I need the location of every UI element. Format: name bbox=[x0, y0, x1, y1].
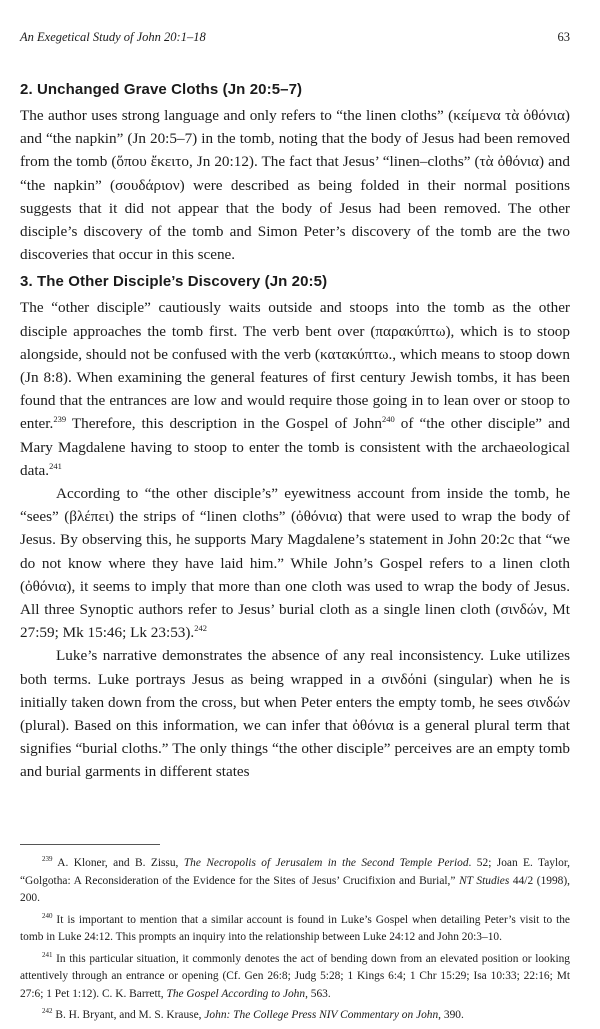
footnote-240 bbox=[20, 912, 570, 947]
footnote-title: John: The College Press NIV Commentary on John bbox=[204, 1009, 439, 1021]
section-heading-2: 2. Unchanged Grave Cloths (Jn 20:5–7) bbox=[20, 81, 303, 98]
footnote-mark: 240 bbox=[42, 911, 53, 920]
footnote-ref-240[interactable]: 240 bbox=[381, 414, 395, 425]
running-title: An Exegetical Study of John 20:1–18 bbox=[20, 30, 206, 44]
book-page bbox=[20, 0, 571, 1021]
footnote-ref-241[interactable]: 241 bbox=[49, 460, 62, 471]
footnote-239 bbox=[20, 855, 570, 908]
main-text bbox=[20, 80, 570, 784]
text-run: Therefore, this description in the Gospel of John bbox=[66, 415, 382, 433]
footnote-mark: 241 bbox=[42, 950, 53, 959]
footnote-text: 44/2 (1998), 200. bbox=[20, 874, 570, 904]
footnote-title: The Necropolis of Jerusalem in the Second Temple Period bbox=[183, 857, 469, 869]
section-heading-3: 3. The Other Disciple’s Discovery (Jn 20:5) bbox=[20, 273, 328, 291]
paragraph-other-disciple-2 bbox=[20, 482, 570, 644]
footnotes bbox=[20, 855, 570, 1029]
footnote-ref-239[interactable]: 239 bbox=[53, 414, 67, 425]
text-run: of “the other disciple” and Mary Magdalene having to stoop to enter the tomb is consistent with the archaeological data. bbox=[20, 415, 571, 479]
footnote-text: B. H. Bryant, and M. S. Krause, bbox=[52, 1009, 205, 1021]
footnote-text: . 52; Joan E. Taylor, “Golgotha: A Reconsideration of the Evidence for the Sites of Jesus’ Crucifixion and Burial,” bbox=[20, 857, 571, 887]
text-run: The “other disciple” cautiously waits outside and stoops into the tomb as the other disciple approaches the tomb first. The verb bent over (παρακύπτω), which is to stoop alongside, should not be confused with the verb (κατακύπτω., which means to stoop down (Jn 8:8). When examining the general features of first century Jewish tombs, it has been found that the entrances are low and would require those going in to lean over or stoop to enter. bbox=[20, 299, 570, 433]
footnote-mark: 242 bbox=[42, 1007, 53, 1015]
footnote-text: , 390. bbox=[438, 1009, 464, 1021]
footnote-241 bbox=[20, 951, 570, 1004]
footnote-text: , 563. bbox=[305, 987, 331, 1000]
paragraph-grave-cloths: The author uses strong language and only refers to “the linen cloths” (κείμενα τὰ ὀθόνια) and “the napkin” (Jn 20:5–7) in the tomb, noting that the body of Jesus had been removed from the tomb (ὅπου ἔκειτο, Jn 20:12). The fact that Jesus’ “linen–cloths” (τὰ ὀθόνια) and “the napkin” (σουδάριον) were described as being folded in their normal positions suggests that it did not appear that the body of Jesus had been removed. The other disciple’s discovery of the tomb and Simon Peter’s discovery of the tomb are the two discoveries that occur in this scene. bbox=[20, 107, 570, 264]
footnote-mark: 239 bbox=[42, 855, 53, 863]
footnote-242 bbox=[20, 1007, 570, 1025]
footnote-title: NT Studies bbox=[459, 874, 510, 887]
footnote-ref-242[interactable]: 242 bbox=[194, 623, 207, 634]
paragraph-other-disciple-1 bbox=[20, 296, 570, 482]
paragraph-luke-narrative: Luke’s narrative demonstrates the absence of any real inconsistency. Luke utilizes both terms. Luke portrays Jesus as being wrapped in a σινδόni (singular) when he is initially taken down from the cross, but when Peter enters the empty tomb, he sees σινδών (plural). Based on this information, we can infer that ὀθόνια is a general plural term that signifies “burial cloths.” The only things “the other disciple” perceives are an empty tomb and burial garments in different states bbox=[20, 647, 570, 781]
page-number: 63 bbox=[557, 30, 570, 44]
footnote-text: A. Kloner, and B. Zissu, bbox=[52, 857, 184, 869]
running-header bbox=[20, 30, 570, 50]
footnote-title: The Gospel According to John bbox=[166, 987, 306, 1000]
footnote-text: It is important to mention that a similar account is found in Luke’s Gospel when detailing Peter’s visit to the tomb in Luke 24:12. This prompts an inquiry into the relationship between Luke 24:12 and John 20:3–10. bbox=[20, 913, 570, 943]
footnote-divider bbox=[20, 844, 160, 845]
text-run: According to “the other disciple’s” eyewitness account from inside the tomb, he “sees” (βλέπει) the strips of “linen cloths” (ὀθόνια) that were used to wrap the body of Jesus. By observing this, he supports Mary Magdalene’s statement in John 20:2c that “we do not know where they have laid him.” While John’s Gospel refers to a linen cloth (ὀθόνια), it seems to imply that more than one cloth was used to wrap the body of Jesus. All three Synoptic authors refer to Jesus’ burial cloth as a single linen cloth (σινδών, Mt 27:59; Mk 15:46; Lk 23:53). bbox=[20, 485, 570, 642]
footnote-text: In this particular situation, it commonly denotes the act of bending down from an elevated position or looking attentively through an entrance or opening (Cf. Gen 26:8; Judg 5:28; 1 Kings 6:4; 1 Chr 15:29; Isa 10:33; 22:16; Mt 27:6; 1 Pet 1:12). C. K. Barrett, bbox=[20, 952, 570, 1000]
